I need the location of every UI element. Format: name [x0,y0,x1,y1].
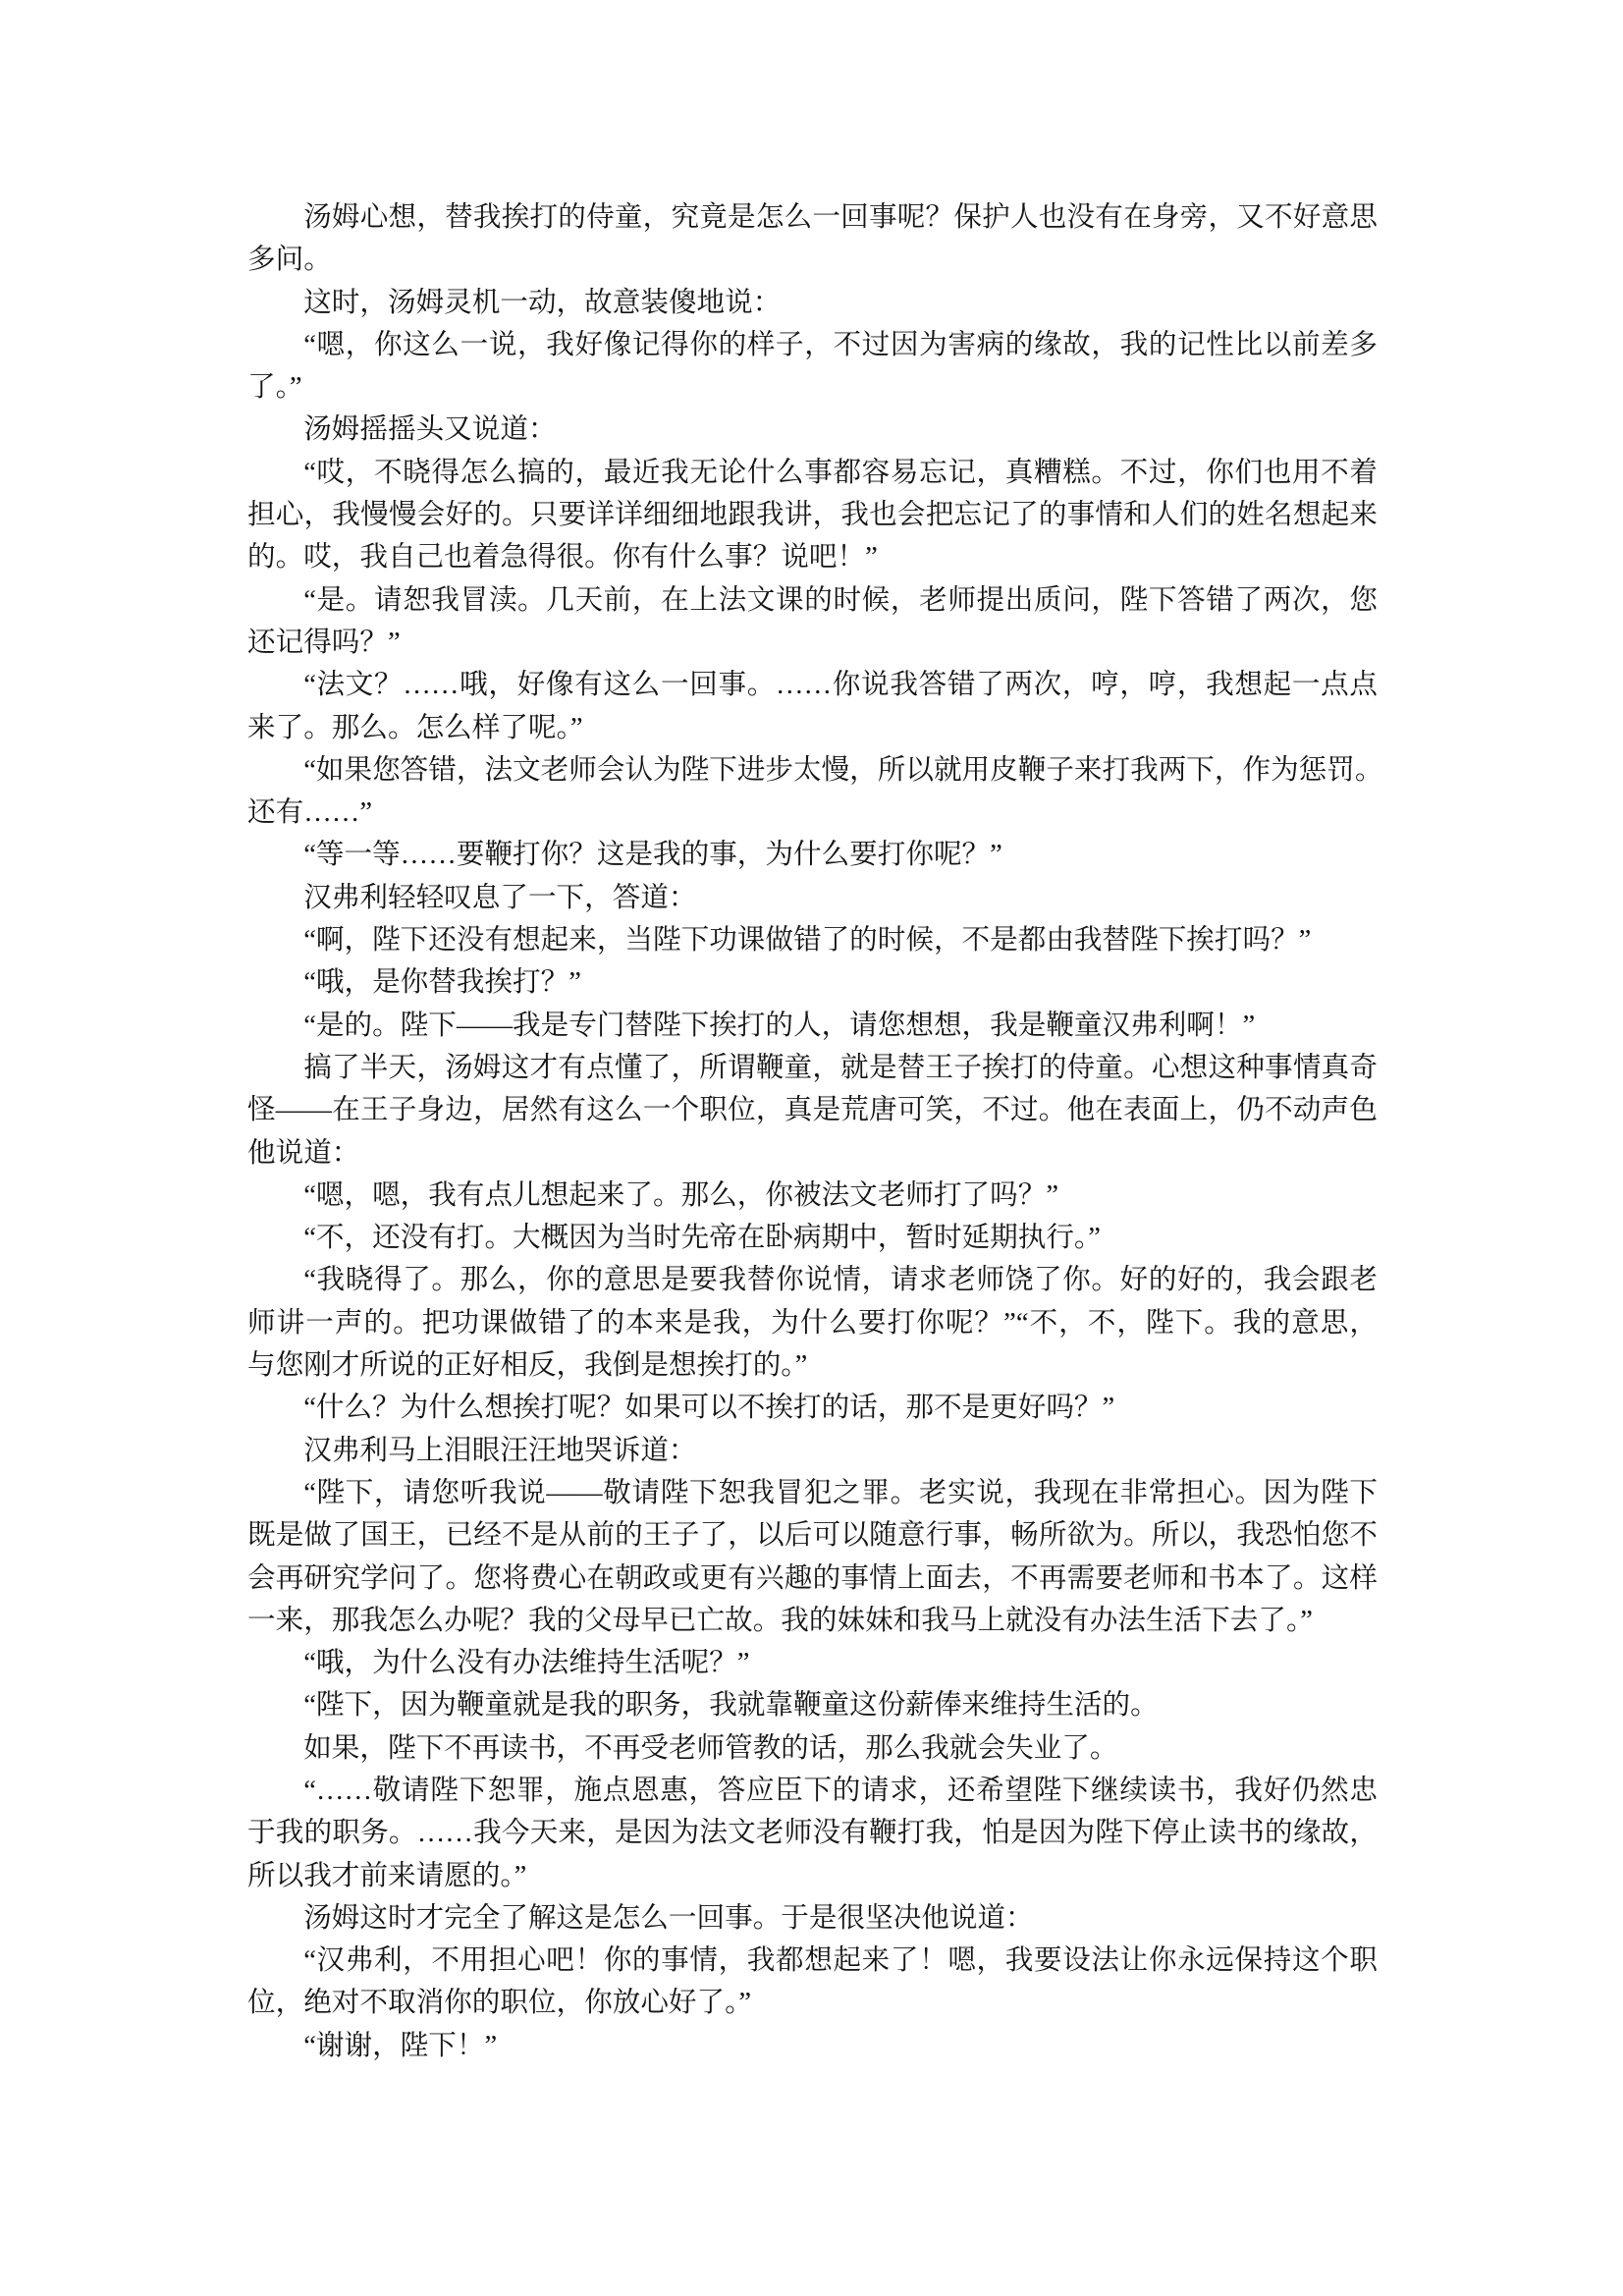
paragraph [247,1642,1378,1684]
paragraph [247,282,1378,324]
paragraph [247,1770,1378,1897]
text-line: “什么？为什么想挨打呢？如果可以不挨打的话，那不是更好吗？” [303,1393,1115,1424]
paragraph [247,452,1378,579]
text-line: 了。” [247,372,302,404]
document-text [247,196,1383,2067]
text-line: 这时，汤姆灵机一动，故意装傻地说： [303,287,782,318]
text-line: “是。请恕我冒渎。几天前，在上法文课的时候，老师提出质问，陛下答错了两次，您 [303,584,1378,616]
text-line: 汉弗利轻轻叹息了一下，答道： [303,882,697,913]
text-line: “如果您答错，法文老师会认为陛下进步太慢，所以就用皮鞭子来打我两下，作为惩罚。 [303,754,1383,786]
text-line: 搞了半天，汤姆这才有点懂了，所谓鞭童，就是替王子挨打的侍童。心想这种事情真奇 [303,1052,1378,1083]
text-line: 与您刚才所说的正好相反，我倒是想挨打的。” [247,1350,808,1382]
text-line: 多问。 [247,245,332,276]
text-line: “法文？……哦，好像有这么一回事。……你说我答错了两次，哼，哼，我想起一点点 [303,670,1378,701]
text-line: 他说道： [247,1137,360,1169]
paragraph [247,409,1378,451]
paragraph [247,1727,1378,1770]
text-line: “嗯，嗯，我有点儿想起来了。那么，你被法文老师打了吗？” [303,1179,1059,1211]
text-line: 汤姆心想，替我挨打的侍童，究竟是怎么一回事呢？保护人也没有在身旁，又不好意思 [303,202,1378,233]
text-line: 担心，我慢慢会好的。只要详详细细地跟我讲，我也会把忘记了的事情和人们的姓名想起来 [247,500,1378,531]
paragraph [247,1430,1378,1472]
text-line: 所以我才前来请愿的。” [247,1860,527,1891]
text-line: 一来，那我怎么办呢？我的父母早已亡故。我的妹妹和我马上就没有办法生活下去了。” [247,1605,1313,1636]
text-line: 师讲一声的。把功课做错了的本来是我，为什么要打你呢？”“不，不，陛下。我的意思， [247,1307,1378,1339]
text-line: 汤姆这时才完全了解这是怎么一回事。于是很坚决他说道： [303,1902,1034,1934]
text-line: 汤姆摇摇头又说道： [303,414,557,446]
text-line: “是的。陛下——我是专门替陛下挨打的人，请您想想，我是鞭童汉弗利啊！” [303,1010,1256,1041]
text-line: “我晓得了。那么，你的意思是要我替你说情，请求老师饶了你。好的好的，我会跟老 [303,1265,1378,1296]
paragraph [247,1387,1378,1429]
paragraph [247,1217,1378,1259]
paragraph [247,2025,1378,2067]
text-line: 来了。那么。怎么样了呢。” [247,712,583,743]
paragraph [247,1175,1378,1217]
text-line: 怪——在王子身边，居然有这么一个职位，真是荒唐可笑，不过。他在表面上，仍不动声色 [247,1095,1378,1126]
text-line: 既是做了国王，已经不是从前的王子了，以后可以随意行事，畅所欲为。所以，我恐怕您不 [247,1520,1378,1552]
text-line: 汉弗利马上泪眼汪汪地哭诉道： [303,1435,697,1466]
paragraph [247,877,1378,919]
text-line: “陛下，请您听我说——敬请陛下恕我冒犯之罪。老实说，我现在非常担心。因为陛下 [303,1477,1378,1508]
text-line: 会再研究学问了。您将费心在朝政或更有兴趣的事情上面去，不再需要老师和书本了。这样 [247,1562,1378,1594]
paragraph [247,834,1378,876]
text-line: 还记得吗？” [247,627,401,658]
text-line: “哦，为什么没有办法维持生活呢？” [303,1648,750,1679]
text-line: “哎，不晓得怎么搞的，最近我无论什么事都容易忘记，真糟糕。不过，你们也用不着 [303,457,1378,488]
text-line: 位，绝对不取消你的职位，你放心好了。” [247,1988,752,2019]
text-line: 的。哎，我自己也着急得很。你有什么事？说吧！” [247,542,878,574]
paragraph [247,1047,1378,1175]
paragraph [247,664,1378,749]
paragraph [247,1684,1378,1726]
text-line: 于我的职务。……我今天来，是因为法文老师没有鞭打我，怕是因为陛下停止读书的缘故， [247,1818,1378,1849]
text-line: “谢谢，陛下！” [303,2030,498,2061]
paragraph [247,961,1378,1004]
paragraph [247,1897,1378,1940]
paragraph [247,324,1378,410]
text-line: “……敬请陛下恕罪，施点恩惠，答应臣下的请求，还希望陛下继续读书，我好仍然忠 [303,1775,1378,1806]
text-line: “陛下，因为鞭童就是我的职务，我就靠鞭童这份薪俸来维持生活的。 [303,1690,1159,1722]
text-line: “哦，是你替我挨打？” [303,967,581,999]
text-line: “等一等……要鞭打你？这是我的事，为什么要打你呢？” [303,840,1002,871]
text-line: 还有……” [247,797,373,829]
paragraph [247,1940,1378,2025]
paragraph [247,749,1383,835]
text-line: “啊，陛下还没有想起来，当陛下功课做错了的时候，不是都由我替陛下挨打吗？” [303,925,1312,957]
text-line: “嗯，你这么一说，我好像记得你的样子，不过因为害病的缘故，我的记性比以前差多 [303,329,1378,360]
text-line: “汉弗利，不用担心吧！你的事情，我都想起来了！嗯，我要设法让你永远保持这个职 [303,1945,1378,1977]
paragraph [247,196,1378,282]
text-line: 如果，陛下不再读书，不再受老师管教的话，那么我就会失业了。 [303,1732,1118,1764]
paragraph [247,579,1378,665]
paragraph [247,1472,1378,1642]
text-line: “不，还没有打。大概因为当时先帝在卧病期中，暂时延期执行。” [303,1223,1101,1254]
paragraph [247,1259,1378,1387]
paragraph [247,1005,1378,1047]
paragraph [247,919,1378,961]
